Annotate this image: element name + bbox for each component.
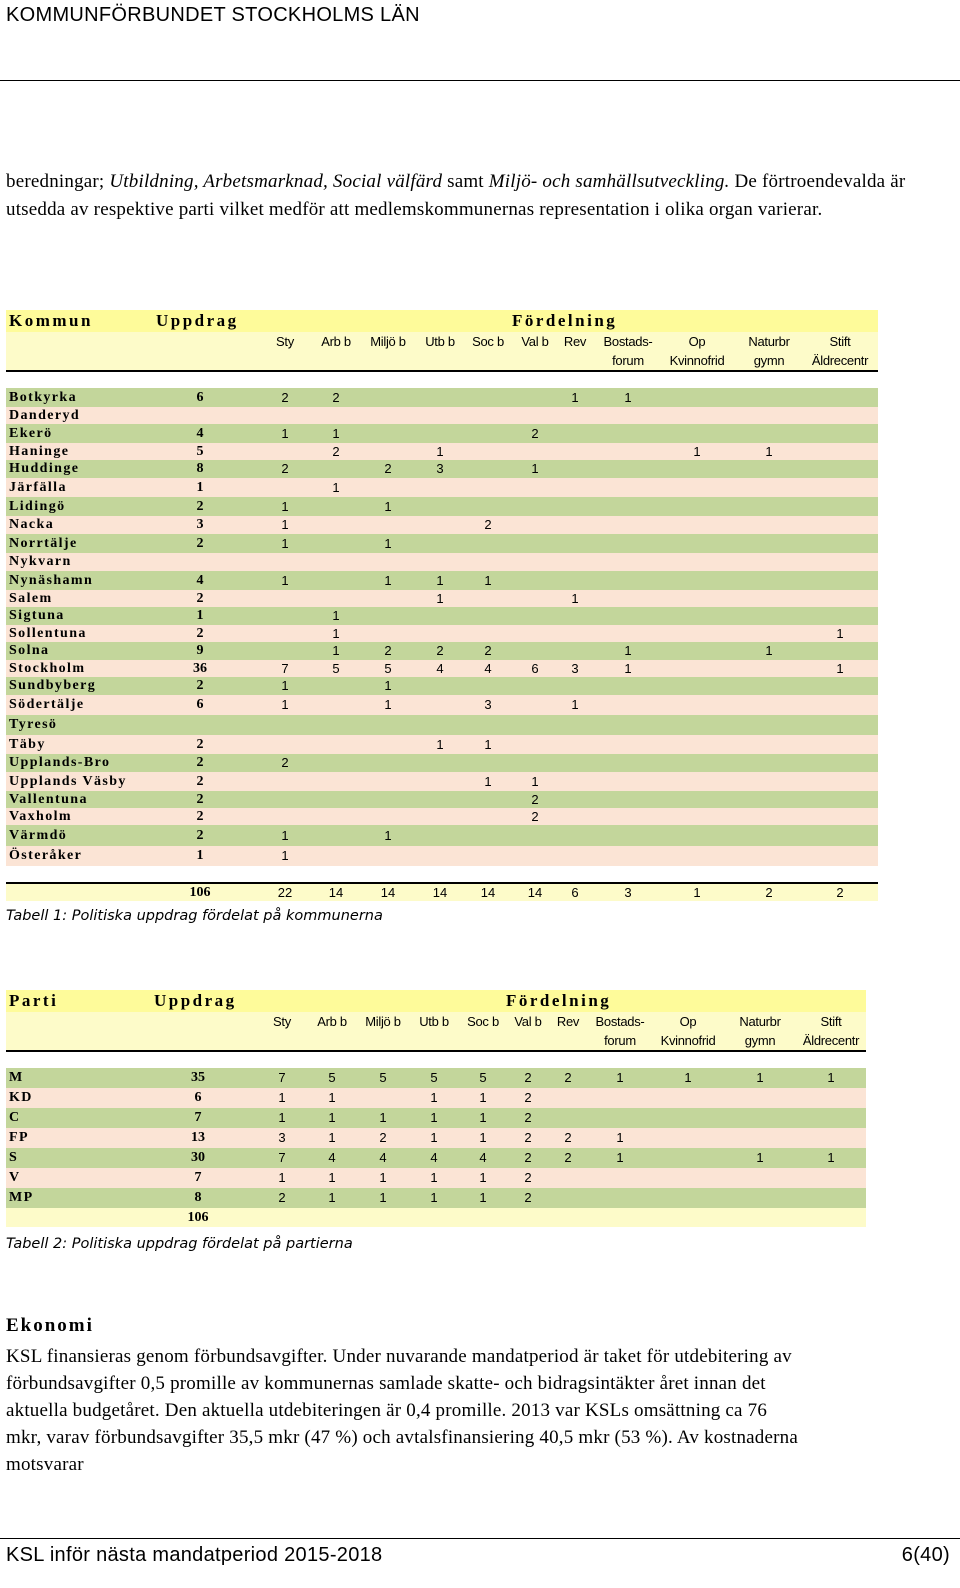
- row-cell: 2: [524, 1110, 532, 1125]
- row-cell: 1: [436, 444, 444, 459]
- row-cell: 2: [564, 1150, 572, 1165]
- table-row: [6, 825, 878, 846]
- subheader-line1: Soc b: [467, 1014, 499, 1029]
- table-row: [6, 677, 878, 695]
- row-name: Botkyrka: [9, 390, 77, 405]
- total-cell: 14: [328, 885, 344, 900]
- row-name: Nykvarn: [9, 554, 72, 569]
- row-cell: 2: [484, 643, 492, 658]
- row-uppdrag: 35: [191, 1070, 205, 1085]
- row-cell: 1: [616, 1150, 624, 1165]
- intro-text-3: De förtroendevalda är utsedda av respektive parti vilket medför att medlemskommunernas representation i olika organ varierar.: [6, 171, 906, 220]
- table-row: [6, 754, 878, 772]
- subheader-line1: Naturbr: [748, 334, 790, 349]
- row-cell: 3: [278, 1130, 286, 1145]
- economy-paragraph: KSL finansieras genom förbundsavgifter. Under nuvarande mandatperiod är taket för utdebitering av förbundsavgifter 0,5 promille av kommunernas samlade skatte- och bidragsintäkter året innan det aktuella budgetåret. Den aktuella utdebiteringen är 0,4 promille. 2013 var KSLs omsättning ca 76 mkr, varav förbundsavgifter 35,5 mkr (47 %) och avtalsfinansiering 40,5 mkr (53 %). Av kostnaderna motsvarar: [6, 1346, 799, 1475]
- table-row: [6, 553, 878, 571]
- table-row: [6, 1168, 866, 1188]
- table-row: [6, 715, 878, 735]
- subheader-line1: Naturbr: [739, 1014, 781, 1029]
- row-cell: 1: [384, 536, 392, 551]
- row-uppdrag: 7: [194, 1110, 202, 1125]
- footer-divider: [0, 1538, 960, 1539]
- row-cell: 1: [430, 1130, 438, 1145]
- row-name: Upplands-Bro: [9, 755, 111, 770]
- header-col-uppdrag: Uppdrag: [154, 991, 237, 1010]
- row-cell: 2: [524, 1150, 532, 1165]
- table-row: [6, 478, 878, 497]
- total-row: [6, 1208, 866, 1227]
- subheader-line1: Miljö b: [365, 1014, 401, 1029]
- row-cell: 1: [384, 697, 392, 712]
- header-rule: [6, 370, 878, 372]
- subheader-col: [786, 1012, 876, 1050]
- table-header: [6, 990, 866, 1050]
- subheader-line1: Stift: [829, 334, 851, 349]
- row-uppdrag: 7: [194, 1170, 202, 1185]
- total-uppdrag: 106: [189, 885, 211, 900]
- table-row: [6, 846, 878, 866]
- row-cell: 5: [328, 1070, 336, 1085]
- row-cell: 1: [430, 1170, 438, 1185]
- intro-paragraph: [6, 168, 906, 223]
- header-col-name: Kommun: [9, 311, 93, 330]
- subheader-line2: forum: [604, 1033, 636, 1048]
- row-cell: 1: [281, 499, 289, 514]
- row-cell: 1: [836, 661, 844, 676]
- total-cell: 14: [527, 885, 543, 900]
- header-rule: [6, 1050, 866, 1052]
- row-cell: 2: [332, 444, 340, 459]
- total-uppdrag: 106: [187, 1210, 209, 1225]
- row-cell: 1: [328, 1170, 336, 1185]
- subheader-line1: Utb b: [419, 1014, 449, 1029]
- table-row: [6, 772, 878, 791]
- total-cell: 2: [836, 885, 844, 900]
- row-cell: 1: [571, 390, 579, 405]
- table-row: [6, 1068, 866, 1088]
- row-cell: 1: [281, 517, 289, 532]
- table1-caption: Tabell 1: Politiska uppdrag fördelat på kommunerna: [6, 908, 383, 924]
- row-cell: 2: [524, 1170, 532, 1185]
- header-col-name: Parti: [9, 991, 59, 1010]
- row-cell: 1: [836, 626, 844, 641]
- table-row: [6, 497, 878, 516]
- table-row: [6, 1128, 866, 1148]
- row-cell: 2: [531, 809, 539, 824]
- row-cell: 2: [524, 1070, 532, 1085]
- row-cell: 3: [436, 461, 444, 476]
- page-header-title: KOMMUNFÖRBUNDET STOCKHOLMS LÄN: [6, 4, 420, 26]
- row-name: Haninge: [9, 444, 70, 459]
- row-cell: 2: [564, 1130, 572, 1145]
- subheader-line2: Äldrecentr: [811, 353, 869, 368]
- table-row: [6, 1088, 866, 1108]
- row-cell: 1: [693, 444, 701, 459]
- row-uppdrag: 4: [196, 573, 204, 588]
- subheader-line2: Kvinnofrid: [669, 353, 725, 368]
- row-name: MP: [9, 1190, 34, 1205]
- row-cell: 1: [430, 1090, 438, 1105]
- row-name: Tyresö: [9, 717, 58, 732]
- row-uppdrag: 2: [196, 774, 204, 789]
- table-row: [6, 607, 878, 625]
- row-uppdrag: 2: [196, 591, 204, 606]
- row-cell: 2: [531, 792, 539, 807]
- row-cell: 1: [436, 591, 444, 606]
- row-cell: 1: [765, 444, 773, 459]
- table-row: [6, 625, 878, 642]
- row-uppdrag: 2: [196, 828, 204, 843]
- total-cell: 14: [480, 885, 496, 900]
- row-cell: 1: [379, 1190, 387, 1205]
- header-col-fordelning: Fördelning: [512, 311, 618, 330]
- row-cell: 1: [765, 643, 773, 658]
- table-parti: [6, 990, 866, 1227]
- total-cell: 2: [765, 885, 773, 900]
- row-cell: 1: [684, 1070, 692, 1085]
- row-cell: 4: [430, 1150, 438, 1165]
- row-cell: 2: [524, 1190, 532, 1205]
- row-name: Huddinge: [9, 461, 80, 476]
- row-uppdrag: 3: [196, 517, 204, 532]
- row-uppdrag: 6: [194, 1090, 202, 1105]
- total-cell: 22: [277, 885, 293, 900]
- row-cell: 1: [479, 1090, 487, 1105]
- total-cell: 1: [693, 885, 701, 900]
- row-cell: 3: [571, 661, 579, 676]
- header-divider: [0, 80, 960, 81]
- row-uppdrag: 1: [196, 848, 204, 863]
- row-uppdrag: 9: [196, 643, 204, 658]
- row-cell: 5: [384, 661, 392, 676]
- intro-italic-2: Miljö- och samhällsutveckling.: [488, 171, 730, 192]
- row-cell: 1: [379, 1110, 387, 1125]
- row-cell: 1: [484, 573, 492, 588]
- row-name: Vallentuna: [9, 792, 88, 807]
- row-uppdrag: 6: [196, 390, 204, 405]
- row-cell: 1: [624, 643, 632, 658]
- row-name: Täby: [9, 737, 46, 752]
- table-row: [6, 695, 878, 715]
- row-cell: 6: [531, 661, 539, 676]
- row-name: KD: [9, 1090, 33, 1105]
- row-cell: 3: [484, 697, 492, 712]
- row-uppdrag: 2: [196, 737, 204, 752]
- row-cell: 1: [281, 697, 289, 712]
- row-name: Vaxholm: [9, 809, 72, 824]
- row-cell: 4: [479, 1150, 487, 1165]
- row-uppdrag: 2: [196, 792, 204, 807]
- row-name: Upplands Väsby: [9, 774, 127, 789]
- row-uppdrag: 2: [196, 809, 204, 824]
- table-row: [6, 571, 878, 590]
- row-name: Järfälla: [9, 480, 67, 495]
- row-cell: 1: [827, 1150, 835, 1165]
- row-uppdrag: 36: [193, 661, 207, 676]
- row-name: M: [9, 1070, 24, 1085]
- row-name: Stockholm: [9, 661, 86, 676]
- table-row: [6, 791, 878, 808]
- row-cell: 2: [524, 1090, 532, 1105]
- row-cell: 1: [332, 480, 340, 495]
- row-cell: 2: [278, 1190, 286, 1205]
- row-cell: 1: [479, 1110, 487, 1125]
- page-number: 6(40): [901, 1544, 950, 1566]
- row-cell: 2: [436, 643, 444, 658]
- row-name: Salem: [9, 591, 53, 606]
- row-uppdrag: 1: [196, 608, 204, 623]
- row-cell: 1: [332, 626, 340, 641]
- subheader-line2: Kvinnofrid: [660, 1033, 716, 1048]
- row-cell: 1: [756, 1150, 764, 1165]
- table-row: [6, 407, 878, 424]
- row-cell: 1: [384, 678, 392, 693]
- header-spacer: [6, 372, 878, 388]
- table-row: [6, 1108, 866, 1128]
- row-cell: 1: [624, 661, 632, 676]
- table-row: [6, 460, 878, 478]
- row-name: Norrtälje: [9, 536, 78, 551]
- row-cell: 1: [332, 426, 340, 441]
- row-cell: 1: [281, 536, 289, 551]
- row-name: S: [9, 1150, 19, 1165]
- subheader-line1: Op: [679, 1014, 697, 1029]
- header-band: [6, 990, 866, 1012]
- subheader-line2: forum: [612, 353, 644, 368]
- row-cell: 5: [430, 1070, 438, 1085]
- table-row: [6, 660, 878, 677]
- row-cell: 2: [531, 426, 539, 441]
- row-uppdrag: 2: [196, 755, 204, 770]
- row-name: Södertälje: [9, 697, 85, 712]
- row-name: Österåker: [9, 848, 83, 863]
- row-cell: 1: [479, 1190, 487, 1205]
- row-name: V: [9, 1170, 21, 1185]
- row-uppdrag: 6: [196, 697, 204, 712]
- row-cell: 1: [281, 848, 289, 863]
- row-uppdrag: 4: [196, 426, 204, 441]
- row-name: Lidingö: [9, 499, 66, 514]
- row-uppdrag: 8: [196, 461, 204, 476]
- row-cell: 1: [281, 828, 289, 843]
- row-name: Solna: [9, 643, 50, 658]
- row-name: C: [9, 1110, 21, 1125]
- row-uppdrag: 2: [196, 499, 204, 514]
- row-cell: 5: [479, 1070, 487, 1085]
- row-cell: 1: [616, 1070, 624, 1085]
- header-spacer: [6, 1052, 866, 1068]
- subheader-line2: gymn: [744, 1033, 776, 1048]
- row-cell: 4: [379, 1150, 387, 1165]
- row-uppdrag: 2: [196, 678, 204, 693]
- row-cell: 1: [328, 1090, 336, 1105]
- table-row: [6, 808, 878, 825]
- subheader-line1: Sty: [273, 1014, 291, 1029]
- subheader-line1: Utb b: [425, 334, 455, 349]
- total-cell: 6: [571, 885, 579, 900]
- subheader-line1: Arb b: [321, 334, 351, 349]
- row-name: Ekerö: [9, 426, 53, 441]
- intro-text-1: beredningar;: [6, 171, 110, 192]
- row-cell: 1: [332, 643, 340, 658]
- row-cell: 2: [524, 1130, 532, 1145]
- row-cell: 1: [436, 573, 444, 588]
- row-cell: 2: [379, 1130, 387, 1145]
- subheader-line1: Val b: [514, 1014, 542, 1029]
- row-uppdrag: 2: [196, 536, 204, 551]
- subheader-line2: Äldrecentr: [802, 1033, 860, 1048]
- row-cell: 2: [484, 517, 492, 532]
- intro-italic-1: Utbildning, Arbetsmarknad, Social välfärd: [109, 171, 443, 192]
- header-col-fordelning: Fördelning: [506, 991, 612, 1010]
- row-cell: 1: [484, 774, 492, 789]
- subheader-line1: Rev: [563, 334, 587, 349]
- subheader-line1: Arb b: [317, 1014, 347, 1029]
- subheader-line1: Miljö b: [370, 334, 406, 349]
- row-uppdrag: 30: [191, 1150, 205, 1165]
- subheader-line1: Val b: [521, 334, 549, 349]
- row-uppdrag: 2: [196, 626, 204, 641]
- table-row: [6, 590, 878, 607]
- table-header: [6, 310, 878, 370]
- row-cell: 1: [281, 573, 289, 588]
- row-cell: 1: [384, 828, 392, 843]
- row-name: FP: [9, 1130, 29, 1145]
- row-cell: 2: [332, 390, 340, 405]
- row-cell: 1: [436, 737, 444, 752]
- table-row: [6, 443, 878, 460]
- economy-heading: Ekonomi: [6, 1315, 94, 1336]
- table-row: [6, 516, 878, 534]
- row-cell: 1: [379, 1170, 387, 1185]
- row-cell: 1: [278, 1110, 286, 1125]
- row-cell: 1: [278, 1090, 286, 1105]
- row-cell: 2: [281, 461, 289, 476]
- row-uppdrag: 1: [196, 480, 204, 495]
- row-cell: 5: [379, 1070, 387, 1085]
- subheader-col: [795, 332, 885, 370]
- total-row: [6, 884, 878, 901]
- row-name: Nynäshamn: [9, 573, 94, 588]
- row-cell: 4: [484, 661, 492, 676]
- row-cell: 1: [430, 1190, 438, 1205]
- table-row: [6, 1188, 866, 1208]
- row-cell: 1: [616, 1130, 624, 1145]
- row-cell: 4: [436, 661, 444, 676]
- row-cell: 1: [484, 737, 492, 752]
- header-band: [6, 310, 878, 332]
- row-uppdrag: 5: [196, 444, 204, 459]
- row-cell: 1: [531, 774, 539, 789]
- table-kommun: [6, 310, 878, 901]
- row-cell: 4: [328, 1150, 336, 1165]
- row-cell: 1: [571, 591, 579, 606]
- row-cell: 7: [278, 1070, 286, 1085]
- table2-caption: Tabell 2: Politiska uppdrag fördelat på partierna: [6, 1236, 353, 1252]
- row-cell: 1: [384, 499, 392, 514]
- row-cell: 1: [624, 390, 632, 405]
- table-row: [6, 534, 878, 553]
- subheader-line1: Stift: [820, 1014, 842, 1029]
- subheader-line1: Bostads-: [595, 1014, 645, 1029]
- row-cell: 1: [479, 1130, 487, 1145]
- row-name: Danderyd: [9, 408, 81, 423]
- row-cell: 2: [384, 461, 392, 476]
- row-cell: 5: [332, 661, 340, 676]
- row-uppdrag: 8: [194, 1190, 202, 1205]
- row-cell: 1: [328, 1190, 336, 1205]
- row-cell: 7: [281, 661, 289, 676]
- row-cell: 1: [278, 1170, 286, 1185]
- row-uppdrag: 13: [191, 1130, 205, 1145]
- row-cell: 1: [571, 697, 579, 712]
- row-name: Nacka: [9, 517, 55, 532]
- row-cell: 1: [531, 461, 539, 476]
- total-cell: 14: [380, 885, 396, 900]
- row-cell: 1: [281, 678, 289, 693]
- row-name: Sollentuna: [9, 626, 87, 641]
- row-cell: 2: [281, 390, 289, 405]
- row-cell: 2: [281, 755, 289, 770]
- total-cell: 14: [432, 885, 448, 900]
- table-row: [6, 1148, 866, 1168]
- row-cell: 2: [564, 1070, 572, 1085]
- intro-text-2: samt: [442, 171, 489, 192]
- subheader-line2: gymn: [753, 353, 785, 368]
- subheader-line1: Soc b: [472, 334, 504, 349]
- row-name: Sundbyberg: [9, 678, 97, 693]
- table-row: [6, 388, 878, 407]
- row-cell: 1: [328, 1110, 336, 1125]
- subheader-line1: Op: [688, 334, 706, 349]
- subheader-line1: Sty: [276, 334, 294, 349]
- header-col-uppdrag: Uppdrag: [156, 311, 239, 330]
- row-cell: 1: [756, 1070, 764, 1085]
- total-spacer: [6, 866, 878, 882]
- subheader-line1: Bostads-: [603, 334, 653, 349]
- row-name: Värmdö: [9, 828, 68, 843]
- row-cell: 1: [827, 1070, 835, 1085]
- table-row: [6, 642, 878, 660]
- row-name: Sigtuna: [9, 608, 65, 623]
- row-cell: 1: [328, 1130, 336, 1145]
- row-cell: 1: [281, 426, 289, 441]
- subheader-line1: Rev: [556, 1014, 580, 1029]
- row-cell: 1: [384, 573, 392, 588]
- row-cell: 1: [430, 1110, 438, 1125]
- total-cell: 3: [624, 885, 632, 900]
- row-cell: 2: [384, 643, 392, 658]
- row-cell: 1: [479, 1170, 487, 1185]
- row-cell: 1: [332, 608, 340, 623]
- footer-title: KSL inför nästa mandatperiod 2015-2018: [6, 1544, 383, 1566]
- table-row: [6, 424, 878, 443]
- table-row: [6, 735, 878, 754]
- row-cell: 7: [278, 1150, 286, 1165]
